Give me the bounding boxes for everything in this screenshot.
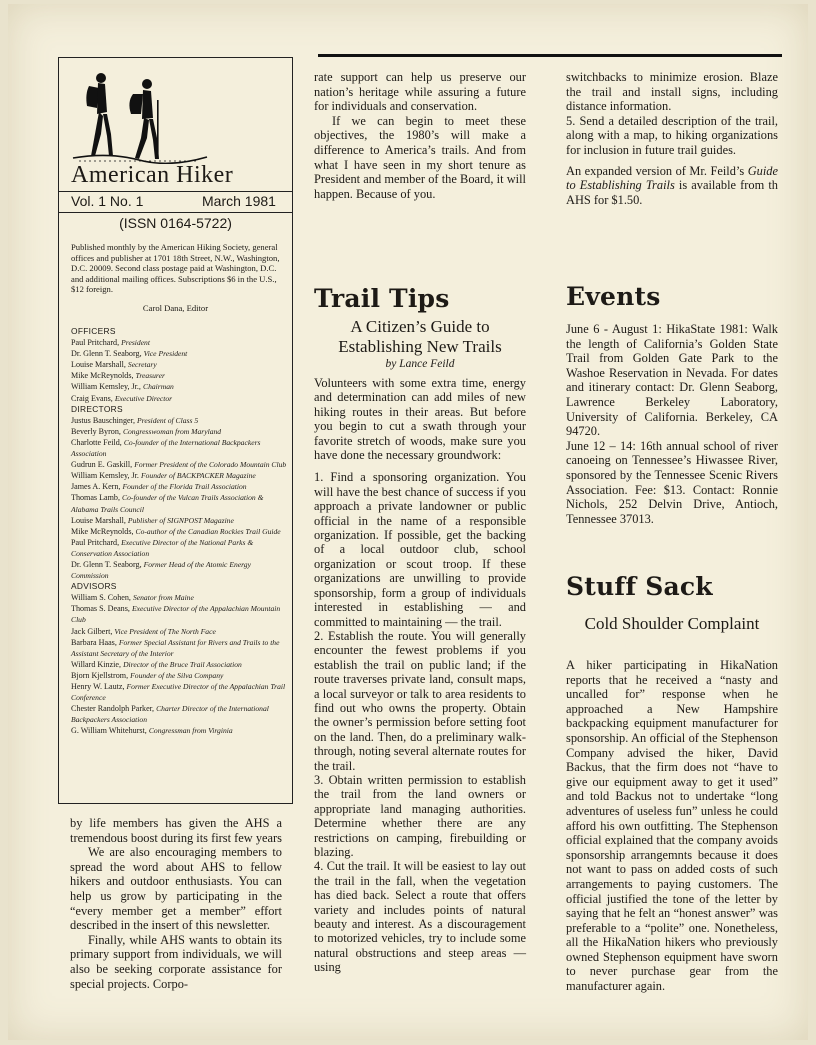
- officer-entry: [71, 348, 289, 359]
- advisor-entry: [71, 670, 289, 681]
- officers-list: [71, 337, 289, 404]
- person-role: Congressman from Virginia: [148, 726, 233, 736]
- trail-step: 1. Find a sponsoring organization. You will have the best chance of success if you approach a private landowner or public official in the name of a responsible organization. If possible, get the backing of a local outdoor club, school organization or scout troop. If these organizations are unwilling to provide sponsorship, form a group of individuals interested in establishing — and committed to maintaining — the trail.: [314, 470, 526, 629]
- person-name: Craig Evans,: [71, 393, 113, 403]
- person-role: Treasurer: [135, 371, 165, 381]
- person-name: Henry W. Lautz,: [71, 682, 125, 691]
- stuff-sack-subtitle: Cold Shoulder Complaint: [584, 614, 760, 633]
- masthead-roster: [71, 326, 289, 736]
- trail-step: 2. Establish the route. You will generally encounter the fewest problems if you establish the trail on public land; if the route traverses private land, consult maps, a local surveyor or talk to area residents to find out who owns the property. Obtain the owner’s permission before setting foot on the land. Then, do a preliminary walk-through, noting several alternate routes for the trail.: [314, 628, 526, 773]
- person-name: G. William Whitehurst,: [71, 726, 147, 736]
- stuff-sack-body: [566, 658, 778, 994]
- person-name: Mike McReynolds,: [71, 371, 134, 381]
- person-name: Barbara Haas,: [71, 637, 117, 647]
- person-name: Louise Marshall,: [71, 360, 126, 370]
- person-name: Thomas Lamb,: [71, 493, 121, 503]
- issn: (ISSN 0164-5722): [119, 215, 232, 231]
- officer-entry: [71, 370, 289, 381]
- volume-row: [59, 191, 292, 213]
- trail-tips-heading: Trail Tips: [314, 284, 450, 313]
- officers-header: OFFICERS: [71, 326, 116, 336]
- officer-entry: [71, 381, 289, 392]
- director-entry: [71, 515, 289, 526]
- person-role: Founder of BACKPACKER Magazine: [140, 471, 256, 481]
- person-role: Charter Director of the International Backpackers Association: [71, 704, 269, 725]
- person-role: Vice President: [143, 349, 188, 359]
- person-name: Paul Pritchard,: [71, 537, 120, 547]
- person-name: Bjorn Kjellstrom,: [71, 670, 129, 680]
- event-text: HikaState 1981: Walk the length of California’s Golden State Trail from Golden Gate Park to the Washoe Reservation in Nevada. For dates and itinerary contact: Dr. Glenn Seaborg, Lawrence Berkeley Laboratory, University of California. Berkeley, CA 94720.: [566, 322, 778, 439]
- director-entry: [71, 459, 289, 470]
- person-name: Charlotte Feild,: [71, 437, 122, 447]
- newsletter-page: [8, 4, 808, 1040]
- person-role: Founder of the Silva Company: [130, 670, 224, 680]
- person-name: William Kemsley, Jr.,: [71, 382, 141, 392]
- officer-entry: [71, 359, 289, 370]
- hikers-logo-icon: [69, 64, 209, 164]
- advisor-entry: [71, 592, 289, 603]
- col2-continuation: [314, 70, 526, 201]
- masthead-box: [58, 57, 293, 804]
- person-name: Willard Kinzie,: [71, 659, 122, 669]
- paragraph: We are also encouraging members to spread the word about AHS to fellow hikers and outdoor enthusiasts. You can help us grow by participating in the “every member get a member” effort described in the insert of this newsletter.: [70, 845, 282, 933]
- person-role: Executive Director of the National Parks & Conservation Association: [71, 537, 254, 558]
- person-role: President: [121, 338, 150, 348]
- guide-title: Guide to Establishing Trails: [566, 163, 778, 193]
- col1-continuation: [70, 816, 282, 991]
- advisor-entry: [71, 725, 289, 736]
- person-name: William Kemsley, Jr.: [71, 471, 139, 481]
- person-role: Co-founder of the Vulcan Trails Association & Alabama Trails Council: [71, 493, 264, 514]
- person-role: Vice President of The North Face: [114, 626, 216, 636]
- person-role: Director of the Bruce Trail Association: [123, 659, 242, 669]
- advisor-entry: [71, 637, 289, 659]
- event-item: [566, 439, 778, 527]
- editor-credit: Carol Dana, Editor: [142, 303, 209, 313]
- person-role: Former Head of the Atomic Energy Commission: [71, 559, 251, 581]
- person-name: Jack Gilbert,: [71, 626, 113, 636]
- advisor-entry: [71, 626, 289, 637]
- event-text: 16th annual school of river canoeing on Tennessee’s Hiwassee River, sponsored by the Tennessee Scenic Rivers Association. Fee: $13. Contact: Ronnie Nichols, 252 Delvin Drive, Antioch, Tennessee 37013.: [566, 438, 778, 526]
- event-item: [566, 322, 778, 439]
- person-name: William S. Cohen,: [71, 593, 131, 603]
- publication-info: Published monthly by the American Hiking Society, general offices and publisher at 1701 18th Street, N.W., Washington, D.C. 20009. Second class postage paid at Washington, D.C. and additional mailing offices. Subscriptions $6 in the U.S., $12 foreign.: [71, 242, 280, 294]
- advisor-entry: [71, 659, 289, 670]
- person-name: James A. Kern,: [71, 482, 121, 492]
- advisors-header: ADVISORS: [71, 581, 117, 592]
- person-name: Louise Marshall,: [71, 515, 126, 525]
- person-name: Dr. Glenn T. Seaborg,: [71, 349, 142, 359]
- person-role: Former Special Assistant for Rivers and Trails to the Assistant Secretary of the Interior: [71, 637, 280, 658]
- trail-step: 4. Cut the trail. It will be easiest to lay out the trail in the fall, when the vegetation has died back. Select a route that offers variety and includes points of natural beauty and interest. As a discouragement to motorized vehicles, try to include some natural obstructions and steep areas — using: [314, 859, 526, 975]
- guide-note-pre: An expanded version of Mr. Feild’s: [566, 163, 745, 178]
- director-entry: [71, 492, 289, 514]
- person-name: Mike McReynolds,: [71, 526, 134, 536]
- paragraph: Volunteers with some extra time, energy and determination can add miles of new hiking routes in their areas. But before you begin to cut a swath through your favorite stretch of woods, make sure you have done the necessary groundwork:: [314, 376, 526, 463]
- person-name: Beverly Byron,: [71, 426, 121, 436]
- trail-step: 3. Obtain written permission to establish the trail from the land owners or appropriate land managing authorities. Determine whether there are any restrictions on camping, firebuilding or blazing.: [314, 772, 526, 859]
- top-rule: [318, 54, 782, 57]
- person-role: Publisher of SIGNPOST Magazine: [127, 515, 234, 525]
- advisor-entry: [71, 703, 289, 725]
- director-entry: [71, 537, 289, 559]
- director-entry: [71, 481, 289, 492]
- col3-continuation: [566, 70, 778, 207]
- person-role: Co-founder of the International Backpackers Association: [71, 437, 261, 459]
- person-role: Congresswoman from Maryland: [122, 426, 222, 436]
- paragraph: If we can begin to meet these objectives, the 1980’s will make a difference to America’s trails. And from what I have seen in my short tenure as President and member of the Board, it will happen. Because of you.: [314, 113, 526, 201]
- events-list: [566, 322, 778, 526]
- person-role: Executive Director: [114, 393, 173, 403]
- officer-entry: [71, 393, 289, 404]
- directors-list: [71, 415, 289, 581]
- person-role: Co-author of the Canadian Rockies Trail Guide: [135, 526, 281, 536]
- guide-note-post: is available from th AHS for $1.50.: [566, 178, 778, 207]
- director-entry: [71, 526, 289, 537]
- person-role: Senator from Maine: [132, 593, 194, 603]
- person-role: Former President of the Colorado Mountain Club: [134, 460, 287, 470]
- advisor-entry: [71, 681, 289, 703]
- issue-date: March 1981: [202, 193, 276, 209]
- person-role: Former Executive Director of the Appalachian Trail Conference: [71, 682, 286, 703]
- trail-tips-byline: by Lance Feild: [385, 358, 455, 370]
- person-name: Gudrun E. Gaskill,: [71, 460, 133, 470]
- trail-tips-subtitle: A Citizen’s Guide to Establishing New Trails: [338, 317, 502, 356]
- director-entry: [71, 559, 289, 581]
- paragraph: rate support can help us preserve our nation’s heritage while assuring a future for individuals and conservation.: [314, 70, 526, 114]
- stuff-sack-heading: Stuff Sack: [566, 572, 713, 601]
- advisors-list: [71, 592, 289, 736]
- event-date: June 6 - August 1:: [566, 322, 662, 336]
- paragraph: 5. Send a detailed description of the trail, along with a map, to hiking organizations for inclusion in future trail guides.: [566, 113, 778, 157]
- person-name: Dr. Glenn T. Seaborg,: [71, 559, 142, 569]
- person-role: President of Class 5: [137, 415, 199, 425]
- person-name: Chester Randolph Parker,: [71, 704, 155, 714]
- directors-header: DIRECTORS: [71, 403, 123, 414]
- director-entry: [71, 415, 289, 426]
- director-entry: [71, 426, 289, 437]
- person-role: Founder of the Florida Trail Association: [122, 482, 247, 492]
- person-role: Executive Director of the Appalachian Mountain Club: [71, 604, 281, 625]
- trail-tips-body: [314, 376, 526, 975]
- person-role: Chairman: [143, 382, 174, 392]
- volume-number: Vol. 1 No. 1: [71, 193, 144, 209]
- person-name: Thomas S. Deans,: [71, 604, 130, 614]
- paragraph: by life members has given the AHS a tremendous boost during its first few years: [70, 816, 282, 845]
- person-name: Justus Bauschinger,: [71, 415, 135, 425]
- director-entry: [71, 437, 289, 459]
- advisor-entry: [71, 603, 289, 625]
- paragraph: Finally, while AHS wants to obtain its primary support from individuals, we will also be seeking corporate assistance for special projects. Corpo-: [70, 932, 282, 991]
- events-heading: Events: [566, 282, 661, 311]
- paragraph: [566, 164, 778, 208]
- masthead-title: American Hiker: [71, 162, 234, 188]
- paragraph: A hiker participating in HikaNation reports that he received a “nasty and uncalled for” response when he approached a New Hampshire backpacking equipment manufacturer for sponsorship. An official of the Stephenson Company advised the hiker, David Backus, that the firm does not “have to give our equipment away to get it used” and told Backus not to undertake “long adventures of useless fun” unless he could afford his own outfitting. The Stephenson official explained that the company avoids sponsorship arrangemnts because it does not want to pass on added costs of such arrangements to paying customers. The official justified the tone of the letter by saying that he felt an “honest answer” was preferable to a “polite” one. Nonetheless, all the HikaNation hikers who previously owned Stephenson equipment have sworn to never purchase gear from the manufacturer again.: [566, 658, 778, 994]
- event-date: June 12 – 14:: [566, 438, 636, 453]
- officer-entry: [71, 337, 289, 348]
- director-entry: [71, 470, 289, 481]
- paragraph: switchbacks to minimize erosion. Blaze the trail and install signs, including distance information.: [566, 70, 778, 114]
- person-name: Paul Pritchard,: [71, 338, 120, 348]
- person-role: Secretary: [127, 360, 157, 370]
